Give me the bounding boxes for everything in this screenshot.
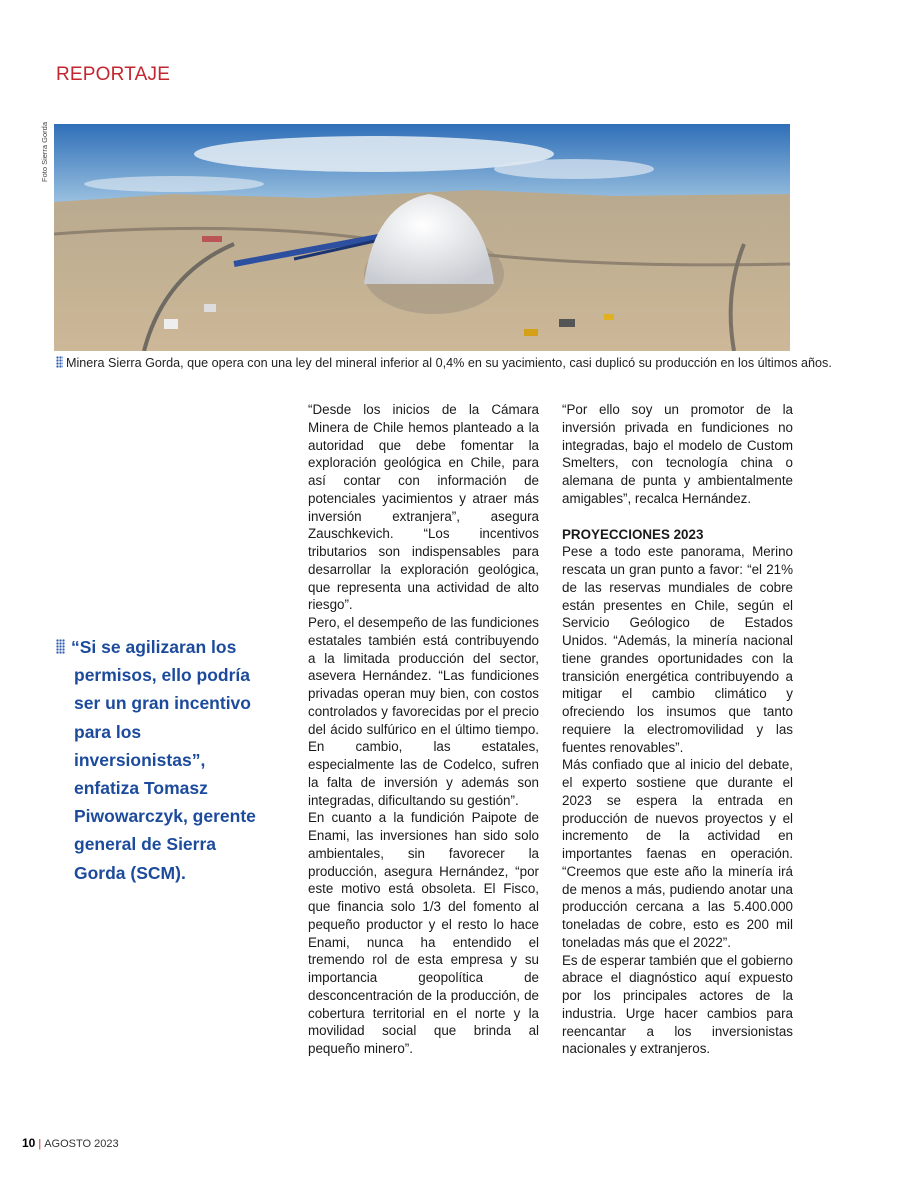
paragraph: En cuanto a la fundición Paipote de Enami, las inversiones han sido solo ambientales, sin favorecer la producción, asegura Hernández, “por este motivo está obsoleta. El Fisco, que financia solo 1/3 del fomento al pequeño productor y el resto lo hace Enami, nunca ha entendido el tremendo rol de esta empresa y su importancia geopolítica de desconcentración de la producción, de cobertura territorial en el norte y la movilidad social que brinda al pequeño minero”. bbox=[308, 810, 539, 1056]
paragraph: Es de esperar también que el gobierno abrace el diagnóstico aquí expuesto por los principales actores de la industria. Urge hacer cambios para reencantar a los inversionistas nacionales y extranjeros. bbox=[562, 952, 793, 1057]
issue-date: AGOSTO 2023 bbox=[44, 1138, 119, 1150]
article-column-1 bbox=[308, 401, 539, 1058]
paragraph: “Por ello soy un promotor de la inversión privada en fundiciones no integradas, bajo el modelo de Custom Smelters, con tecnología china o alemana de punta y ambientalmente amigables”, recalca Hernández. bbox=[562, 402, 793, 506]
mine-landscape-image bbox=[54, 124, 790, 351]
article-column-2 bbox=[562, 401, 793, 1058]
dots-bullet-icon bbox=[56, 356, 63, 368]
paragraph: “Desde los inicios de la Cámara Minera de Chile hemos planteado a la autoridad que debe fomentar la exploración geológica en Chile, para así contar con información de potenciales yacimientos y atraer más inversión extranjera”, asegura Zauschkevich. “Los incentivos tributarios son indispensables para desarrollar la exploración geológica, que representa una actividad de alto riesgo”. bbox=[308, 402, 539, 613]
section-title: REPORTAJE bbox=[56, 64, 171, 85]
divider: | bbox=[38, 1138, 42, 1150]
photo-credit: Foto Sierra Gorda bbox=[40, 121, 49, 182]
photo-caption bbox=[56, 356, 832, 370]
pull-quote-text: “Si se agilizaran los permisos, ello podría ser un gran incentivo para los inversionistas”, enfatiza Tomasz Piwowarczyk, gerente general de Sierra Gorda (SCM). bbox=[71, 637, 256, 883]
paragraph: Pero, el desempeño de las fundiciones estatales también está contribuyendo a la limitada producción del sector, asevera Hernández. “Las fundiciones privadas operan muy bien, con costos controlados y favorecidas por el precio del ácido sulfúrico en el último tiempo. En cambio, las estatales, especialmente las de Codelco, sufren la falta de inversión y además son integradas, dificultando su gestión”. bbox=[308, 615, 539, 808]
caption-text: Minera Sierra Gorda, que opera con una ley del mineral inferior al 0,4% en su yacimiento, casi duplicó su producción en los últimos años. bbox=[66, 356, 832, 370]
page-number: 10 bbox=[22, 1136, 36, 1150]
paragraph: Más confiado que al inicio del debate, el experto sostiene que durante el 2023 se espera la entrada en producción de nuevos proyectos y el incremento de la actividad en importantes faenas en operación. “Creemos que este año la minería irá de menos a más, pudiendo anotar una producción cercana a las 5.400.000 toneladas de cobre, esto es 200 mil toneladas más que el 2022”. bbox=[562, 757, 793, 950]
page-footer bbox=[22, 1136, 119, 1150]
pull-quote bbox=[56, 633, 256, 887]
subheading: PROYECCIONES 2023 bbox=[562, 526, 704, 542]
dots-bullet-icon bbox=[56, 639, 65, 654]
mine-photo bbox=[54, 124, 790, 351]
paragraph: Pese a todo este panorama, Merino rescata un gran punto a favor: “el 21% de las reservas mundiales de cobre están presentes en Chile, según el Servicio Geólogico de Estados Unidos. “Además, la minería nacional tiene grandes oportunidades con la transición energética contribuyendo a mitigar el cambio climático y ofreciendo los insumos que tanto requiere la electromovilidad y las fuentes renovables”. bbox=[562, 544, 793, 755]
